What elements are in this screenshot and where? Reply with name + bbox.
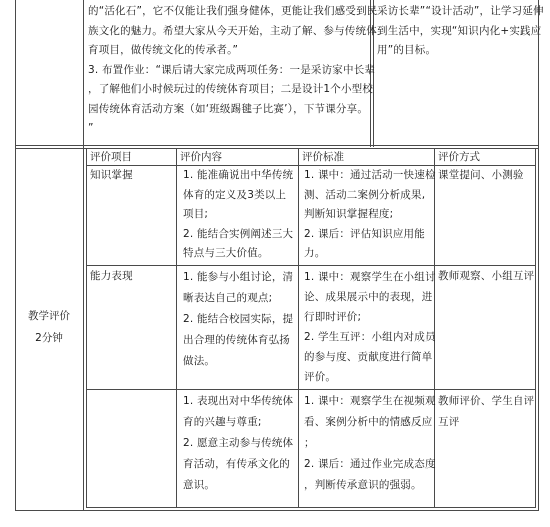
text-line: 做法。 — [183, 355, 216, 367]
text-line: 2. 学生互评：小组内对成员 — [304, 331, 436, 343]
text-line: 族文化的魅力。希望大家从今天开始，主动了解、参与传统体 — [88, 24, 377, 37]
eval-header-standard: 评价标准 — [302, 151, 344, 163]
text-line: 2. 课后：通过作业完成态度 — [304, 458, 436, 470]
eval-header-content: 评价内容 — [180, 151, 222, 163]
eval-row3-content — [183, 391, 293, 496]
eval-header-item: 评价项目 — [90, 151, 132, 163]
text-line: 评价。 — [304, 371, 337, 383]
text-line: 2. 能结合实例阐述三大 — [183, 227, 294, 240]
text-line: 1. 课中：观察学生在小组讨 — [304, 271, 436, 283]
text-line: 1. 能准确说出中华传统 — [183, 169, 294, 181]
text-line: 行即时评价; — [304, 311, 362, 323]
eval-row2-bottom — [86, 389, 536, 390]
text-line: 晰表达自己的观点; — [183, 292, 273, 304]
text-line: 的参与度、贡献度进行简单 — [304, 351, 433, 363]
section-row-divider — [15, 145, 539, 146]
eval-row1-standard — [304, 166, 436, 264]
text-line: 到生活中，实现“知识内化+实践应 — [377, 24, 542, 37]
eval-row3-standard — [304, 391, 436, 496]
section-label — [15, 305, 83, 349]
eval-row2-method: 教师观察、小组互评 — [438, 270, 535, 282]
eval-row1-method: 课堂提问、小测验 — [438, 169, 524, 181]
text-line: 力。 — [304, 247, 326, 259]
text-line: 项目; — [183, 208, 209, 220]
text-line: 育的兴趣与尊重; — [183, 416, 262, 428]
eval-header-method: 评价方式 — [438, 151, 480, 163]
text-line: 意识。 — [183, 479, 216, 491]
eval-row1-item: 知识掌握 — [90, 169, 133, 181]
table-border-bottom — [15, 510, 539, 511]
top-left-text — [88, 2, 377, 139]
text-line: 特点与三大价值。 — [183, 247, 269, 259]
table-border-left — [15, 0, 16, 511]
section-label-duration: 2分钟 — [35, 332, 63, 344]
eval-table-right — [535, 148, 536, 508]
text-line: 采访长辈”“设计活动”，让学习延伸 — [377, 5, 544, 17]
text-line: ，判断传承意识的强弱。 — [304, 479, 422, 491]
text-line: 判断知识掌握程度; — [304, 208, 394, 220]
text-line: 2. 能结合校园实际，提 — [183, 313, 294, 325]
text-line: 出合理的传统体育弘扬 — [183, 334, 290, 346]
eval-row2-standard — [304, 267, 436, 387]
text-line: 园传统体育活动方案（如‘班级踢毽子比赛’），下节课分享。 — [88, 102, 369, 115]
text-line: 3. 布置作业：“课后请大家完成两项任务：一是采访家中长辈 — [88, 63, 376, 76]
text-line: 1. 课中：观察学生在视频观 — [304, 395, 436, 407]
section-col-divider — [83, 0, 84, 511]
eval-col-divider-1 — [176, 148, 177, 508]
text-line: 育活动，有传承文化的 — [183, 458, 290, 470]
text-line: 2. 课后：评估知识应用能 — [304, 227, 425, 240]
text-line: 看、案例分析中的情感反应 — [304, 416, 433, 428]
text-line: 测、活动二案例分析成果, — [304, 188, 426, 201]
eval-row3-method — [438, 391, 534, 433]
section-label-title: 教学评价 — [28, 310, 70, 322]
text-line: 体育的定义及3类以上 — [183, 188, 287, 201]
text-line: 育项目，做传统文化的传承者。” — [88, 44, 239, 56]
text-line: ” — [88, 122, 94, 134]
table-border-right — [538, 0, 539, 511]
text-line: 论、成果展示中的表现，进 — [304, 291, 433, 303]
text-line: ，了解他们小时候玩过的传统体育项目；二是设计1个小型校 — [88, 83, 374, 95]
eval-row1-content — [183, 166, 293, 264]
eval-col-divider-2 — [298, 148, 299, 508]
eval-row2-item: 能力表现 — [90, 270, 133, 282]
text-line: 1. 能参与小组讨论，清 — [183, 271, 294, 283]
text-line: 用”的目标。 — [377, 44, 437, 56]
eval-table-bottom — [86, 507, 536, 508]
text-line: 1. 表现出对中华传统体 — [183, 395, 294, 407]
eval-row2-content — [183, 267, 293, 372]
text-line: 的“活化石”，它不仅能让我们强身健体，更能让我们感受到民 — [88, 5, 378, 17]
top-right-text — [377, 2, 544, 61]
eval-table-left — [86, 148, 87, 508]
text-line: 教师评价、学生自评 — [438, 395, 535, 407]
text-line: 互评 — [438, 416, 460, 428]
text-line: 2. 愿意主动参与传统体 — [183, 437, 294, 449]
text-line: 1. 课中：通过活动一快速检 — [304, 169, 436, 181]
text-line: ； — [304, 437, 315, 449]
